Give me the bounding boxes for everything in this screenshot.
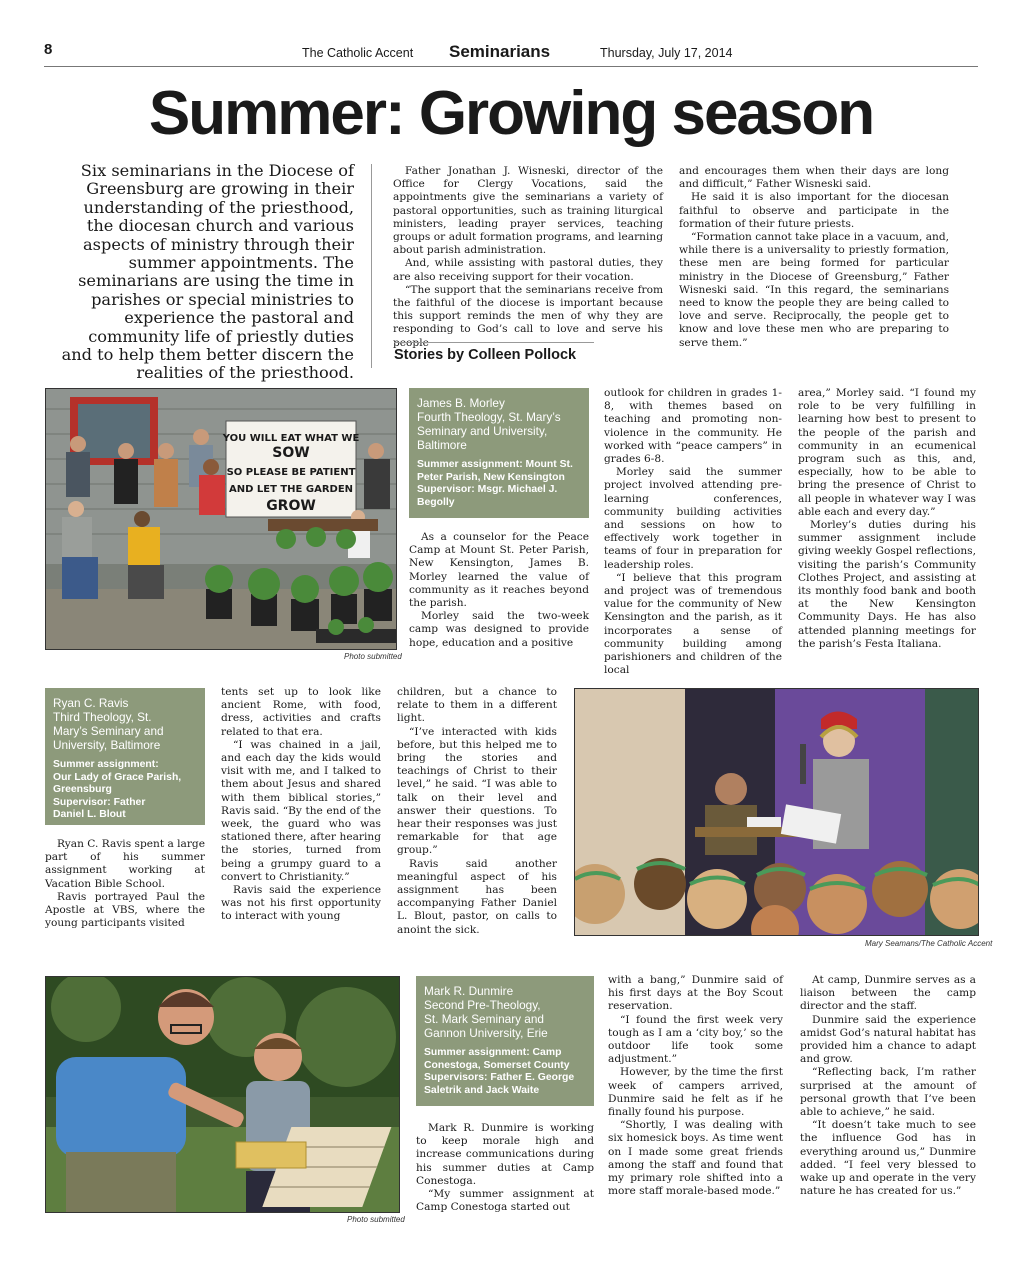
paragraph: As a counselor for the Peace Camp at Mount St. Peter Parish, New Kensington, James B. Morley learned the value of community as it reaches beyond the parish. (409, 531, 589, 610)
info-name-line: Second Pre-Theology, (424, 998, 541, 1012)
paragraph: Ravis said the experience was not his first opportunity to interact with young (221, 884, 381, 923)
paragraph: Morley said the two-week camp was designed to provide hope, education and a positive (409, 610, 589, 649)
photo-credit: Photo submitted (347, 1215, 405, 1224)
byline: Stories by Colleen Pollock (394, 347, 577, 363)
info-name-line: Mary’s Seminary and (53, 724, 164, 738)
paragraph: area,” Morley said. “I found my role to be very fulfilling in learning how best to present to the people of the parish and community in an ecumenical program such as this, and, especially, how to be able to bring the presence of Christ to all people in whatever way I was able each and every day.” (798, 387, 976, 518)
paragraph: Ravis portrayed Paul the Apostle at VBS, where the young participants visited (45, 890, 205, 930)
garden-photo-illustration (46, 389, 397, 650)
sign-line: GROW (266, 498, 316, 514)
paragraph: “I was chained in a jail, and each day the kids would visit with me, and I talked to them about Jesus and shared with them biblical stories,” Ravis said. “By the end of the week, the guard who was stationed there, after hearing the stories, turned from being a grumpy guard to a convert to Christianity.” (221, 738, 381, 883)
info-assignment-line: Begolly (417, 496, 455, 508)
dunmire-column-3 (800, 974, 976, 1198)
camp-photo-illustration (46, 977, 400, 1213)
info-assignment-line: Our Lady of Grace Parish, (53, 771, 182, 783)
camp-woodwork-photo (45, 976, 400, 1213)
info-name-line: St. Mark Seminary and (424, 1012, 544, 1026)
paragraph: “Shortly, I was dealing with six homesick boys. As time went on I made some great friends among the staff and found that my primary role shifted into a more staff morale-based mode.” (608, 1119, 783, 1198)
paragraph: And, while assisting with pastoral duties, they are also receiving support for their vocation. (393, 257, 663, 283)
paragraph: Father Jonathan J. Wisneski, director of the Office for Clergy Vocations, said the appointments give the seminarians a variety of pastoral opportunities, such as training liturgical ministers, leading prayer services, teaching groups or adult formation programs, and learning about parish administration. (393, 165, 663, 257)
paragraph: Morley’s duties during his summer assignment include giving weekly Gospel reflections, visiting the parish’s Community Clothes Project, and assisting at its monthly food bank and booth at the New Kensington Community Days. He has also attended planning meetings for the parish’s Festa Italiana. (798, 519, 976, 650)
info-assignment-line: Summer assignment: Camp (424, 1047, 562, 1058)
dunmire-column-1 (416, 1122, 594, 1214)
info-name-line: James B. Morley (417, 396, 505, 410)
morley-info-box (409, 388, 589, 518)
sign-line: YOU WILL EAT WHAT WE (222, 433, 360, 444)
info-name-line: Gannon University, Erie (424, 1026, 548, 1040)
paragraph: Morley said the summer project involved attending pre-learning conferences, community building activities and sessions on how to effectively work together in teams of four in preparation for leadership roles. (604, 466, 782, 571)
info-name-line: Ryan C. Ravis (53, 696, 129, 710)
paragraph: However, by the time the first week of campers arrived, Dunmire said he felt as if he finally found his purpose. (608, 1066, 783, 1119)
morley-column-1 (409, 531, 589, 650)
publication-name: The Catholic Accent (302, 46, 414, 60)
info-name-line: University, Baltimore (53, 738, 161, 752)
sign-line: SOW (272, 445, 310, 461)
info-name-line: Fourth Theology, St. Mary’s (417, 410, 561, 424)
paragraph: “My summer assignment at Camp Conestoga started out (416, 1188, 594, 1214)
byline-rule (394, 342, 594, 343)
info-assignment-line: Greensburg (53, 784, 112, 796)
info-assignment-line: Summer assignment: (53, 759, 159, 770)
info-assignment-line: Supervisor: Msgr. Michael J. (417, 484, 558, 496)
paragraph: “Reflecting back, I’m rather surprised at the amount of personal growth that I’ve been able to achieve,” he said. (800, 1066, 976, 1119)
info-assignment-line: Conestoga, Somerset County (424, 1059, 570, 1071)
paragraph: Mark R. Dunmire is working to keep morale high and increase communications during his summer duties at Camp Conestoga. (416, 1122, 594, 1187)
paragraph: and encourages them when their days are long and difficult,” Father Wisneski said. (679, 165, 949, 191)
ravis-column-1 (45, 838, 205, 930)
sign-line: AND LET THE GARDEN (228, 484, 354, 495)
page-number: 8 (44, 41, 53, 58)
info-assignment (424, 1047, 586, 1097)
info-assignment-line: Peter Parish, New Kensington (417, 471, 565, 483)
info-assignment-line: Daniel L. Blout (53, 809, 126, 821)
issue-date: Thursday, July 17, 2014 (600, 46, 733, 60)
info-assignment-line: Summer assignment: Mount St. (417, 459, 573, 470)
intro-column-1 (393, 165, 663, 350)
deck-text: Six seminarians in the Diocese of Greensburg are growing in their understanding of the priesthood, the diocesan church and various aspects of ministry through their summer appointments. The seminarians are using the time in parishes or special ministries to experience the pastoral and community life of priestly duties and to help them better discern the realities of the priesthood. (61, 161, 354, 383)
garden-group-photo (45, 388, 397, 650)
intro-column-2 (679, 165, 949, 350)
info-name-line: Mark R. Dunmire (424, 984, 514, 998)
paragraph: Dunmire said the experience amidst God’s natural habitat has provided him a chance to adapt and grow. (800, 1013, 976, 1066)
photo-credit: Photo submitted (344, 652, 402, 661)
paragraph: with a bang,” Dunmire said of his first days at the Boy Scout reservation. (608, 974, 783, 1013)
paragraph: At camp, Dunmire serves as a liaison between the camp director and the staff. (800, 974, 976, 1013)
paragraph: Ryan C. Ravis spent a large part of his summer assignment working at Vacation Bible School. (45, 838, 205, 890)
info-assignment (417, 459, 581, 509)
paragraph: “It doesn’t take much to see the influence God has in everything around us,” Dunmire added. “I feel very blessed to wake up and operate in the very nature he has created for us.” (800, 1119, 976, 1198)
dunmire-column-2 (608, 974, 783, 1198)
paragraph: Ravis said another meaningful aspect of his assignment has been accompanying Father Daniel L. Blout, pastor, on calls to anoint the sick. (397, 857, 557, 936)
ravis-info-box (45, 688, 205, 825)
ravis-column-3 (397, 686, 557, 937)
morley-column-2 (604, 387, 782, 677)
info-name-line: Third Theology, St. (53, 710, 152, 724)
paragraph: “I found the first week very tough as I am a ‘city boy,’ so the outdoor life took some adjustment.” (608, 1013, 783, 1066)
paragraph: outlook for children in grades 1-8, with themes based on teaching and promoting non-violence in the community. He worked with “peace campers” in grades 6-8. (604, 387, 782, 466)
headline: Summer: Growing season (148, 79, 874, 148)
photo-credit: Mary Seamans/The Catholic Accent (865, 939, 993, 948)
paragraph: tents set up to look like ancient Rome, with food, dress, activities and crafts related to that era. (221, 686, 381, 738)
dunmire-info-box (416, 976, 594, 1106)
section-name: Seminarians (449, 42, 551, 61)
sign-line: SO PLEASE BE PATIENT (226, 467, 356, 478)
vbs-photo-illustration (575, 689, 979, 936)
info-assignment-line: Supervisor: Father (53, 796, 146, 808)
info-assignment-line: Saletrik and Jack Waite (424, 1084, 540, 1096)
header-rule (44, 66, 978, 67)
paragraph: He said it is also important for the diocesan faithful to observe and participate in the formation of their future priests. (679, 191, 949, 230)
paragraph: “The support that the seminarians receive from the faithful of the diocese is important because this support reminds the men of why they are responding to God’s call to love and serve his (393, 283, 663, 336)
ravis-column-2 (221, 686, 381, 924)
vbs-paul-photo (574, 688, 979, 936)
paragraph: “I’ve interacted with kids before, but this helped me to bring the stories and teachings of Christ to their level,” he said. “I was able to talk on their level and answer their questions. To hear their responses was just remarkable for that age group.” (397, 725, 557, 857)
info-name-line: Seminary and University, (417, 424, 548, 438)
info-assignment-line: Supervisors: Father E. George (424, 1072, 575, 1084)
paragraph: children, but a chance to relate to them in a different light. (397, 686, 557, 725)
deck-divider (371, 164, 372, 368)
paragraph: “Formation cannot take place in a vacuum, and, while there is a universality to priestly formation, these men are being formed for particular ministry in the Diocese of Greensburg,” Father Wisneski said. “In this regard, the seminarians need to know the people they are being called to love and serve. Reciprocally, the people get to know and love these men who are preparing to serve them.” (679, 231, 949, 349)
morley-column-3 (798, 387, 976, 651)
info-name-line: Baltimore (417, 438, 467, 452)
info-assignment (53, 759, 197, 822)
paragraph: “I believe that this program and project was of tremendous value for the community of New Kensington and the parish, as it incorporates a sense of community building among parishioners and children of the local (604, 571, 782, 677)
